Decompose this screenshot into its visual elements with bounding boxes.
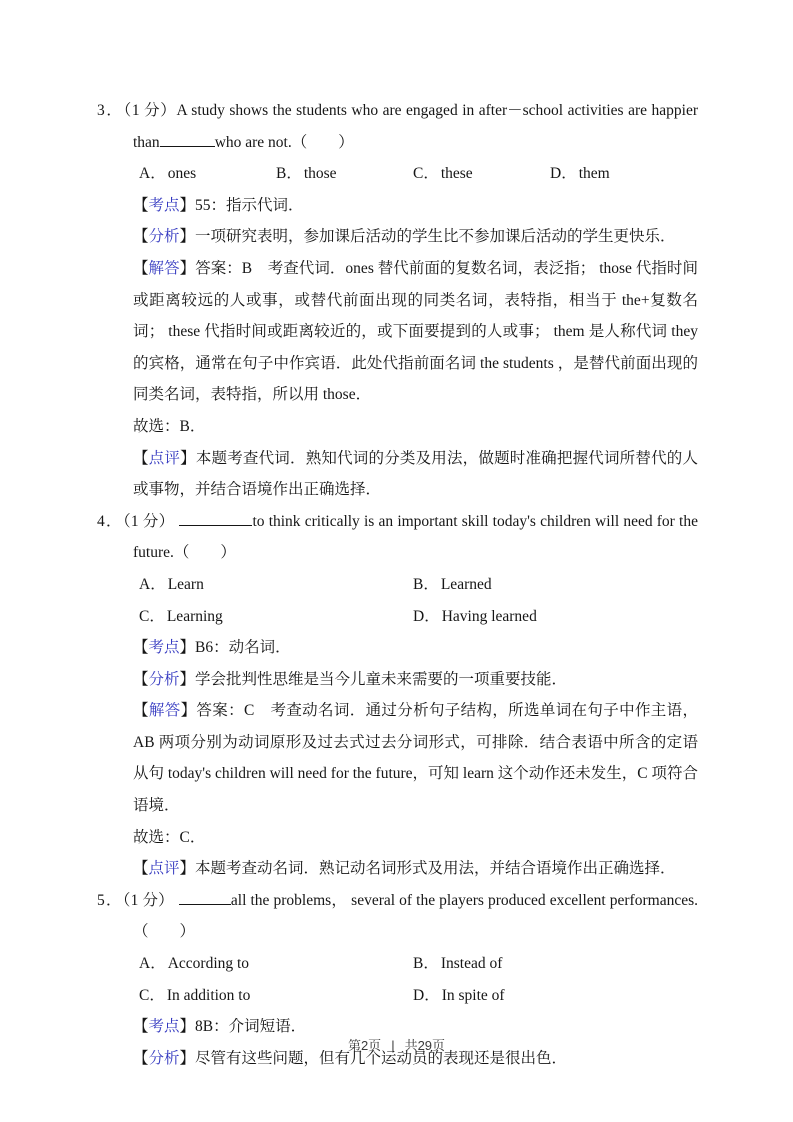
annotation-label: 解答 [148,702,181,720]
bracket-open: 【 [133,860,149,878]
bracket-close: 】 [179,670,196,688]
bracket-open: 【 [133,259,149,277]
annotation-text: B6：动名词． [195,639,291,657]
question-score: （1 分） [123,102,177,119]
question-3-stem [97,95,698,158]
bracket-open: 【 [133,449,149,467]
fenxi-annotation [97,221,698,253]
question-number: 4． [97,512,123,530]
bracket-close: 】 [180,449,196,467]
question-5-stem [97,885,698,948]
annotation-text: 尽管有这些问题，但有几个运动员的表现还是很出色． [195,1049,568,1067]
fenxi-annotation [97,664,698,696]
jieda-annotation [97,253,698,411]
option-key: D． [413,986,440,1004]
annotation-label: 分析 [148,670,180,688]
footer-separator: | [391,1038,395,1053]
option-key: C． [413,165,439,183]
bracket-close: 】 [180,702,197,720]
annotation-text: 8B：介词短语． [195,1018,307,1036]
kaodian-annotation [97,632,698,664]
option-text: Learned [440,575,492,593]
option-key: A． [139,955,166,973]
question-5-options [97,948,698,1011]
bracket-close: 】 [179,860,196,878]
bracket-close: 】 [179,196,196,214]
bracket-close: 】 [179,259,196,277]
bracket-open: 【 [133,670,149,688]
option-key: B． [413,955,439,973]
option-a [139,158,276,190]
option-text: ones [167,165,197,183]
answer-blank [179,522,252,526]
annotation-label: 解答 [148,259,180,277]
annotation-label: 点评 [148,860,180,878]
option-c [139,980,413,1012]
option-key: A． [139,575,166,593]
option-d [550,158,698,190]
bracket-close: 】 [179,1018,196,1036]
option-text: Learn [167,575,204,593]
option-text: According to [167,955,250,973]
jieda-annotation [97,695,698,821]
annotation-text: 一项研究表明，参加课后活动的学生比不参加课后活动的学生更快乐． [195,228,676,246]
option-text: those [303,165,337,183]
option-key: C． [139,986,165,1004]
question-score: （1 分） [122,891,174,909]
bracket-close: 】 [179,228,196,246]
option-a [139,948,413,980]
annotation-label: 点评 [148,449,181,467]
option-d [413,980,698,1012]
option-text: these [440,165,473,183]
answer-choice-line: 故选：C． [133,828,206,846]
answer-choice-line: 故选：B． [133,417,206,435]
question-text: A study shows the students who are engaged in after－school activities are happier than [133,102,698,151]
option-text: In addition to [166,986,251,1004]
option-b [413,948,698,980]
question-3-options [97,158,698,190]
option-key: D． [550,165,577,183]
option-b [413,569,698,601]
footer-total-pages: 共29页 [404,1038,446,1053]
option-key: C． [139,607,165,625]
bracket-close: 】 [179,1049,196,1067]
answer-blank [179,901,231,905]
annotation-label: 考点 [148,1018,180,1036]
bracket-open: 【 [133,196,149,214]
annotation-text: 答案：C 考查动名词．通过分析句子结构，所选单词在句子中作主语，AB 两项分别为动词原形及过去式过去分词形式，可排除．结合表语中所含的定语从句 today's children will need for the future，可知 learn 这个动作还未发生，C 项符合语境． [133,702,699,815]
footer-current-page: 第2页 [347,1038,382,1053]
answer-blank [160,143,215,147]
kaodian-annotation [97,190,698,222]
annotation-text: 答案：B 考查代词．ones 替代前面的复数名词，表泛指； those 代指时间或距离较远的人或事，或替代前面出现的同类名词，表特指，相当于 the+复数名词； these 代指时间或距离较近的，或下面要提到的人或事； them 是人称代词 they 的宾格，通常在句子中作宾语．此处代指前面名词 the students ，是替代前面出现的同类名词，表特指，所以用 those． [133,259,698,404]
question-text: to think critically is an important skill today's children will need for the future.（ ） [133,512,698,562]
bracket-open: 【 [133,639,149,657]
annotation-text: 学会批判性思维是当今儿童未来需要的一项重要技能． [195,670,568,688]
bracket-open: 【 [133,1018,149,1036]
annotation-label: 考点 [148,639,180,657]
question-4-options [97,569,698,632]
question-text: all the problems， several of the players produced excellent performances.（ ） [133,891,698,941]
annotation-label: 分析 [148,228,180,246]
option-key: D． [413,607,440,625]
annotation-label: 分析 [148,1049,180,1067]
annotation-text: 55：指示代词． [195,196,304,214]
option-key: A． [139,165,166,183]
option-c [139,601,413,633]
option-text: them [578,165,610,183]
option-text: Learning [166,607,223,625]
option-b [276,158,413,190]
annotation-text: 本题考查动名词．熟记动名词形式及用法，并结合语境作出正确选择． [195,860,676,878]
page-footer [0,1036,793,1056]
question-number: 5． [97,891,123,909]
question-text: who are not.（ ） [214,133,354,151]
option-d [413,601,698,633]
option-a [139,569,413,601]
annotation-text: 本题考查代词．熟知代词的分类及用法，做题时准确把握代词所替代的人或事物，并结合语境作出正确选择． [133,449,698,499]
bracket-open: 【 [133,702,149,720]
bracket-open: 【 [133,1049,149,1067]
option-key: B． [413,575,439,593]
bracket-open: 【 [133,228,149,246]
option-text: Having learned [441,607,537,625]
question-number: 3． [97,102,124,119]
dianping-annotation [97,443,698,506]
dianping-annotation [97,853,698,885]
option-text: In spite of [441,986,505,1004]
question-4-stem [97,506,698,569]
option-c [413,158,550,190]
option-text: Instead of [440,955,503,973]
page-content [97,95,698,1074]
option-key: B． [276,165,302,183]
bracket-close: 】 [179,639,196,657]
question-score: （1 分） [122,512,175,530]
annotation-label: 考点 [148,196,180,214]
